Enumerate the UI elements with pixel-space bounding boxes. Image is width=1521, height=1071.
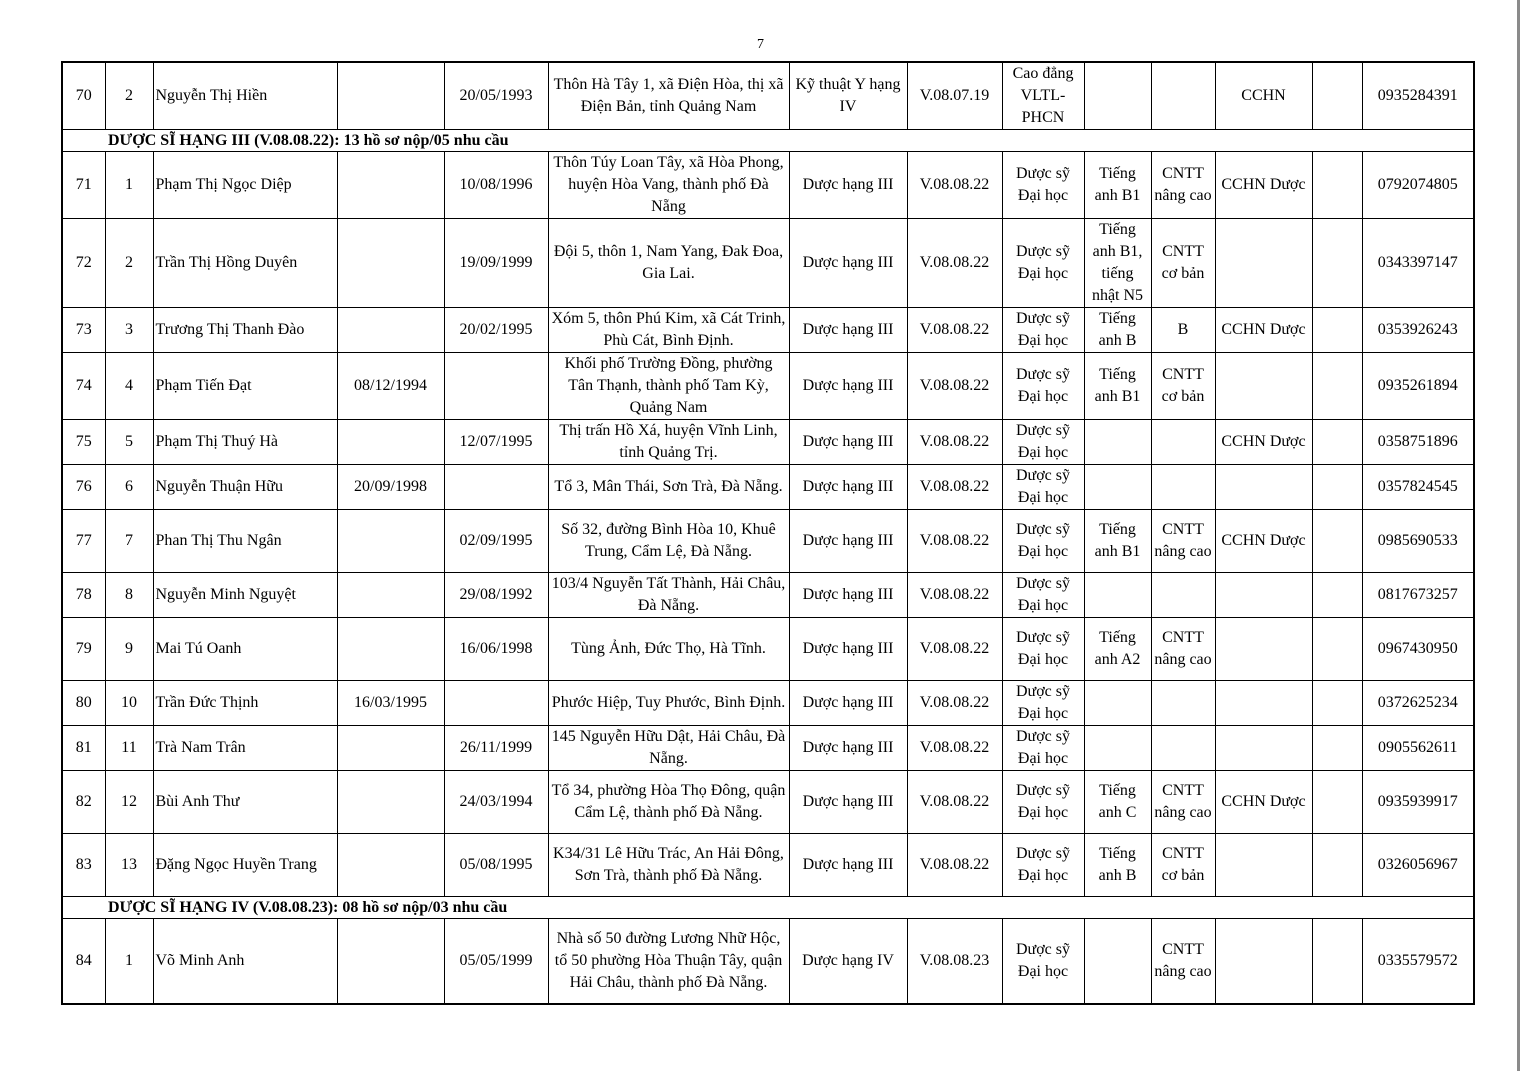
language-cert bbox=[1084, 465, 1151, 510]
birth-date-male bbox=[337, 919, 444, 1004]
practice-cert bbox=[1215, 919, 1312, 1004]
note bbox=[1312, 573, 1362, 618]
table-row bbox=[62, 308, 1474, 353]
practice-cert bbox=[1215, 726, 1312, 771]
education: Dược sỹ Đại học bbox=[1002, 219, 1084, 308]
position-code: V.08.08.22 bbox=[907, 353, 1002, 420]
position-title: Dược hạng III bbox=[789, 618, 907, 681]
birth-date-male bbox=[337, 219, 444, 308]
position-title: Dược hạng III bbox=[789, 726, 907, 771]
table-row bbox=[62, 152, 1474, 219]
birth-date-male bbox=[337, 771, 444, 834]
practice-cert: CCHN Dược bbox=[1215, 771, 1312, 834]
address: Xóm 5, thôn Phú Kim, xã Cát Trinh, Phù Cát, Bình Định. bbox=[548, 308, 789, 353]
language-cert: Tiếng anh B1 bbox=[1084, 510, 1151, 573]
group-number: 7 bbox=[105, 510, 153, 573]
education: Dược sỹ Đại học bbox=[1002, 420, 1084, 465]
applicant-name: Trương Thị Thanh Đào bbox=[153, 308, 337, 353]
birth-date-female: 19/09/1999 bbox=[444, 219, 548, 308]
table-row bbox=[62, 62, 1474, 130]
position-code: V.08.08.22 bbox=[907, 834, 1002, 897]
address: K34/31 Lê Hữu Trác, An Hải Đông, Sơn Trà, thành phố Đà Nẵng. bbox=[548, 834, 789, 897]
note bbox=[1312, 152, 1362, 219]
address: Thị trấn Hồ Xá, huyện Vĩnh Linh, tỉnh Quảng Trị. bbox=[548, 420, 789, 465]
birth-date-female: 02/09/1995 bbox=[444, 510, 548, 573]
applicant-name: Trần Đức Thịnh bbox=[153, 681, 337, 726]
position-title: Dược hạng III bbox=[789, 510, 907, 573]
position-title: Dược hạng III bbox=[789, 465, 907, 510]
row-number: 76 bbox=[62, 465, 105, 510]
position-code: V.08.08.22 bbox=[907, 308, 1002, 353]
education: Dược sỹ Đại học bbox=[1002, 771, 1084, 834]
language-cert bbox=[1084, 62, 1151, 130]
it-cert: CNTT nâng cao bbox=[1151, 510, 1215, 573]
position-code: V.08.08.22 bbox=[907, 681, 1002, 726]
birth-date-female: 05/05/1999 bbox=[444, 919, 548, 1004]
row-number: 78 bbox=[62, 573, 105, 618]
note bbox=[1312, 618, 1362, 681]
row-number: 70 bbox=[62, 62, 105, 130]
practice-cert bbox=[1215, 465, 1312, 510]
table-row bbox=[62, 510, 1474, 573]
practice-cert bbox=[1215, 618, 1312, 681]
position-title: Dược hạng III bbox=[789, 353, 907, 420]
education: Dược sỹ Đại học bbox=[1002, 510, 1084, 573]
practice-cert bbox=[1215, 834, 1312, 897]
position-title: Dược hạng III bbox=[789, 681, 907, 726]
phone-number: 0357824545 bbox=[1362, 465, 1474, 510]
applicant-name: Nguyễn Minh Nguyệt bbox=[153, 573, 337, 618]
address: 145 Nguyễn Hữu Dật, Hải Châu, Đà Nẵng. bbox=[548, 726, 789, 771]
birth-date-male bbox=[337, 510, 444, 573]
address: Thôn Túy Loan Tây, xã Hòa Phong, huyện Hòa Vang, thành phố Đà Nẵng bbox=[548, 152, 789, 219]
group-number: 1 bbox=[105, 919, 153, 1004]
table-row bbox=[62, 353, 1474, 420]
note bbox=[1312, 465, 1362, 510]
birth-date-male bbox=[337, 573, 444, 618]
row-number: 75 bbox=[62, 420, 105, 465]
education: Dược sỹ Đại học bbox=[1002, 152, 1084, 219]
it-cert: CNTT cơ bản bbox=[1151, 353, 1215, 420]
table-row bbox=[62, 618, 1474, 681]
address: Số 32, đường Bình Hòa 10, Khuê Trung, Cẩm Lệ, Đà Nẵng. bbox=[548, 510, 789, 573]
birth-date-male bbox=[337, 618, 444, 681]
address: Thôn Hà Tây 1, xã Điện Hòa, thị xã Điện Bản, tỉnh Quảng Nam bbox=[548, 62, 789, 130]
address: Tổ 34, phường Hòa Thọ Đông, quận Cẩm Lệ, thành phố Đà Nẵng. bbox=[548, 771, 789, 834]
it-cert bbox=[1151, 465, 1215, 510]
group-number: 11 bbox=[105, 726, 153, 771]
position-title: Dược hạng IV bbox=[789, 919, 907, 1004]
position-code: V.08.08.22 bbox=[907, 420, 1002, 465]
table-row bbox=[62, 834, 1474, 897]
birth-date-female: 26/11/1999 bbox=[444, 726, 548, 771]
birth-date-male: 08/12/1994 bbox=[337, 353, 444, 420]
position-code: V.08.08.22 bbox=[907, 573, 1002, 618]
birth-date-female: 29/08/1992 bbox=[444, 573, 548, 618]
language-cert bbox=[1084, 919, 1151, 1004]
phone-number: 0326056967 bbox=[1362, 834, 1474, 897]
section-header-row bbox=[62, 897, 1474, 919]
row-number: 84 bbox=[62, 919, 105, 1004]
language-cert: Tiếng anh A2 bbox=[1084, 618, 1151, 681]
row-number: 79 bbox=[62, 618, 105, 681]
it-cert: CNTT nâng cao bbox=[1151, 771, 1215, 834]
table-row bbox=[62, 420, 1474, 465]
note bbox=[1312, 219, 1362, 308]
row-number: 80 bbox=[62, 681, 105, 726]
note bbox=[1312, 353, 1362, 420]
address: Phước Hiệp, Tuy Phước, Bình Định. bbox=[548, 681, 789, 726]
position-title: Kỹ thuật Y hạng IV bbox=[789, 62, 907, 130]
position-code: V.08.08.22 bbox=[907, 219, 1002, 308]
position-code: V.08.08.22 bbox=[907, 771, 1002, 834]
education: Dược sỹ Đại học bbox=[1002, 353, 1084, 420]
birth-date-female: 05/08/1995 bbox=[444, 834, 548, 897]
it-cert bbox=[1151, 420, 1215, 465]
address: Nhà số 50 đường Lương Nhữ Hộc, tổ 50 phường Hòa Thuận Tây, quận Hải Châu, thành phố Đà Nẵng. bbox=[548, 919, 789, 1004]
birth-date-female bbox=[444, 681, 548, 726]
applicant-name: Đặng Ngọc Huyền Trang bbox=[153, 834, 337, 897]
birth-date-male: 16/03/1995 bbox=[337, 681, 444, 726]
row-number: 73 bbox=[62, 308, 105, 353]
language-cert bbox=[1084, 681, 1151, 726]
position-title: Dược hạng III bbox=[789, 152, 907, 219]
group-number: 5 bbox=[105, 420, 153, 465]
language-cert: Tiếng anh B1 bbox=[1084, 353, 1151, 420]
it-cert bbox=[1151, 573, 1215, 618]
group-number: 10 bbox=[105, 681, 153, 726]
education: Dược sỹ Đại học bbox=[1002, 465, 1084, 510]
position-title: Dược hạng III bbox=[789, 420, 907, 465]
group-number: 2 bbox=[105, 219, 153, 308]
position-title: Dược hạng III bbox=[789, 573, 907, 618]
birth-date-female: 20/05/1993 bbox=[444, 62, 548, 130]
group-number: 2 bbox=[105, 62, 153, 130]
position-title: Dược hạng III bbox=[789, 771, 907, 834]
note bbox=[1312, 726, 1362, 771]
birth-date-male bbox=[337, 308, 444, 353]
language-cert bbox=[1084, 420, 1151, 465]
it-cert bbox=[1151, 726, 1215, 771]
practice-cert bbox=[1215, 219, 1312, 308]
row-number: 71 bbox=[62, 152, 105, 219]
applicant-name: Phạm Thị Thuý Hà bbox=[153, 420, 337, 465]
row-number: 82 bbox=[62, 771, 105, 834]
group-number: 12 bbox=[105, 771, 153, 834]
table-row bbox=[62, 219, 1474, 308]
phone-number: 0372625234 bbox=[1362, 681, 1474, 726]
row-number: 77 bbox=[62, 510, 105, 573]
language-cert bbox=[1084, 573, 1151, 618]
table-row bbox=[62, 919, 1474, 1004]
group-number: 13 bbox=[105, 834, 153, 897]
practice-cert: CCHN Dược bbox=[1215, 308, 1312, 353]
phone-number: 0935939917 bbox=[1362, 771, 1474, 834]
applicant-name: Trần Thị Hồng Duyên bbox=[153, 219, 337, 308]
group-number: 3 bbox=[105, 308, 153, 353]
phone-number: 0792074805 bbox=[1362, 152, 1474, 219]
phone-number: 0335579572 bbox=[1362, 919, 1474, 1004]
birth-date-female: 16/06/1998 bbox=[444, 618, 548, 681]
note bbox=[1312, 681, 1362, 726]
birth-date-male: 20/09/1998 bbox=[337, 465, 444, 510]
education: Cao đẳng VLTL-PHCN bbox=[1002, 62, 1084, 130]
applicant-name: Bùi Anh Thư bbox=[153, 771, 337, 834]
phone-number: 0358751896 bbox=[1362, 420, 1474, 465]
birth-date-female bbox=[444, 353, 548, 420]
section-title: DƯỢC SĨ HẠNG IV (V.08.08.23): 08 hồ sơ nộp/03 nhu cầu bbox=[62, 897, 1474, 919]
it-cert: B bbox=[1151, 308, 1215, 353]
applicant-name: Nguyễn Thị Hiền bbox=[153, 62, 337, 130]
group-number: 6 bbox=[105, 465, 153, 510]
group-number: 4 bbox=[105, 353, 153, 420]
education: Dược sỹ Đại học bbox=[1002, 573, 1084, 618]
address: Tùng Ảnh, Đức Thọ, Hà Tĩnh. bbox=[548, 618, 789, 681]
education: Dược sỹ Đại học bbox=[1002, 726, 1084, 771]
applicant-name: Phan Thị Thu Ngân bbox=[153, 510, 337, 573]
applicant-name: Nguyễn Thuận Hữu bbox=[153, 465, 337, 510]
language-cert bbox=[1084, 726, 1151, 771]
address: Khối phố Trường Đồng, phường Tân Thạnh, thành phố Tam Kỳ, Quảng Nam bbox=[548, 353, 789, 420]
phone-number: 0935261894 bbox=[1362, 353, 1474, 420]
position-code: V.08.08.22 bbox=[907, 510, 1002, 573]
applicant-name: Phạm Tiến Đạt bbox=[153, 353, 337, 420]
phone-number: 0343397147 bbox=[1362, 219, 1474, 308]
note bbox=[1312, 834, 1362, 897]
language-cert: Tiếng anh B bbox=[1084, 308, 1151, 353]
right-page-edge bbox=[1517, 0, 1520, 1071]
education: Dược sỹ Đại học bbox=[1002, 919, 1084, 1004]
phone-number: 0817673257 bbox=[1362, 573, 1474, 618]
row-number: 81 bbox=[62, 726, 105, 771]
birth-date-male bbox=[337, 726, 444, 771]
it-cert bbox=[1151, 681, 1215, 726]
group-number: 9 bbox=[105, 618, 153, 681]
group-number: 8 bbox=[105, 573, 153, 618]
birth-date-female: 20/02/1995 bbox=[444, 308, 548, 353]
applicant-name: Võ Minh Anh bbox=[153, 919, 337, 1004]
applicant-name: Mai Tú Oanh bbox=[153, 618, 337, 681]
note bbox=[1312, 771, 1362, 834]
education: Dược sỹ Đại học bbox=[1002, 308, 1084, 353]
phone-number: 0985690533 bbox=[1362, 510, 1474, 573]
practice-cert: CCHN Dược bbox=[1215, 152, 1312, 219]
language-cert: Tiếng anh B1 bbox=[1084, 152, 1151, 219]
table-row bbox=[62, 726, 1474, 771]
birth-date-female: 10/08/1996 bbox=[444, 152, 548, 219]
row-number: 74 bbox=[62, 353, 105, 420]
phone-number: 0967430950 bbox=[1362, 618, 1474, 681]
position-title: Dược hạng III bbox=[789, 308, 907, 353]
position-code: V.08.08.22 bbox=[907, 726, 1002, 771]
language-cert: Tiếng anh B1, tiếng nhật N5 bbox=[1084, 219, 1151, 308]
position-code: V.08.08.22 bbox=[907, 465, 1002, 510]
note bbox=[1312, 510, 1362, 573]
birth-date-male bbox=[337, 834, 444, 897]
it-cert: CNTT nâng cao bbox=[1151, 152, 1215, 219]
phone-number: 0905562611 bbox=[1362, 726, 1474, 771]
phone-number: 0935284391 bbox=[1362, 62, 1474, 130]
practice-cert: CCHN Dược bbox=[1215, 510, 1312, 573]
birth-date-female: 24/03/1994 bbox=[444, 771, 548, 834]
it-cert: CNTT cơ bản bbox=[1151, 219, 1215, 308]
it-cert: CNTT nâng cao bbox=[1151, 618, 1215, 681]
section-title: DƯỢC SĨ HẠNG III (V.08.08.22): 13 hồ sơ nộp/05 nhu cầu bbox=[62, 130, 1474, 152]
group-number: 1 bbox=[105, 152, 153, 219]
practice-cert bbox=[1215, 353, 1312, 420]
table-row bbox=[62, 771, 1474, 834]
education: Dược sỹ Đại học bbox=[1002, 834, 1084, 897]
it-cert bbox=[1151, 62, 1215, 130]
position-code: V.08.08.22 bbox=[907, 152, 1002, 219]
page-number: 7 bbox=[757, 37, 764, 52]
practice-cert bbox=[1215, 573, 1312, 618]
note bbox=[1312, 420, 1362, 465]
note bbox=[1312, 62, 1362, 130]
row-number: 83 bbox=[62, 834, 105, 897]
address: 103/4 Nguyễn Tất Thành, Hải Châu, Đà Nẵng. bbox=[548, 573, 789, 618]
birth-date-male bbox=[337, 152, 444, 219]
practice-cert bbox=[1215, 681, 1312, 726]
row-number: 72 bbox=[62, 219, 105, 308]
applicant-name: Trà Nam Trân bbox=[153, 726, 337, 771]
birth-date-female: 12/07/1995 bbox=[444, 420, 548, 465]
note bbox=[1312, 919, 1362, 1004]
birth-date-female bbox=[444, 465, 548, 510]
position-code: V.08.07.19 bbox=[907, 62, 1002, 130]
education: Dược sỹ Đại học bbox=[1002, 681, 1084, 726]
table-row bbox=[62, 465, 1474, 510]
note bbox=[1312, 308, 1362, 353]
applicant-name: Phạm Thị Ngọc Diệp bbox=[153, 152, 337, 219]
applicant-table bbox=[61, 61, 1475, 1005]
position-title: Dược hạng III bbox=[789, 834, 907, 897]
position-title: Dược hạng III bbox=[789, 219, 907, 308]
birth-date-male bbox=[337, 420, 444, 465]
practice-cert: CCHN bbox=[1215, 62, 1312, 130]
practice-cert: CCHN Dược bbox=[1215, 420, 1312, 465]
birth-date-male bbox=[337, 62, 444, 130]
phone-number: 0353926243 bbox=[1362, 308, 1474, 353]
position-code: V.08.08.22 bbox=[907, 618, 1002, 681]
language-cert: Tiếng anh B bbox=[1084, 834, 1151, 897]
table-row bbox=[62, 573, 1474, 618]
section-header-row bbox=[62, 130, 1474, 152]
address: Tổ 3, Mân Thái, Sơn Trà, Đà Nẵng. bbox=[548, 465, 789, 510]
position-code: V.08.08.23 bbox=[907, 919, 1002, 1004]
table-row bbox=[62, 681, 1474, 726]
language-cert: Tiếng anh C bbox=[1084, 771, 1151, 834]
it-cert: CNTT nâng cao bbox=[1151, 919, 1215, 1004]
address: Đội 5, thôn 1, Nam Yang, Đak Đoa, Gia Lai. bbox=[548, 219, 789, 308]
it-cert: CNTT cơ bản bbox=[1151, 834, 1215, 897]
education: Dược sỹ Đại học bbox=[1002, 618, 1084, 681]
